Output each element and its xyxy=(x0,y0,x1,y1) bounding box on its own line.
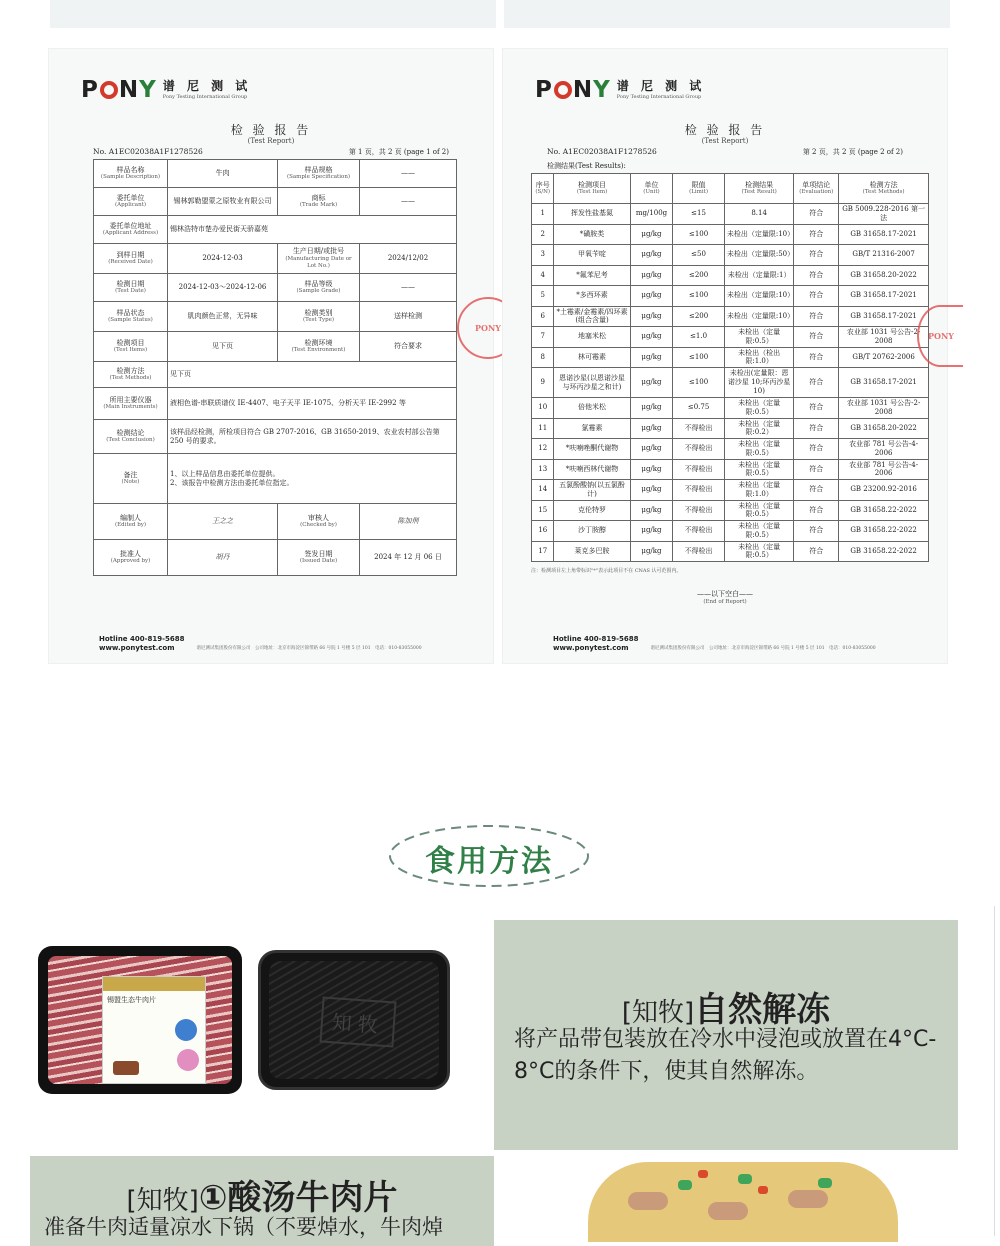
table-cell: 克伦特罗 xyxy=(554,500,630,521)
table-cell: 4 xyxy=(532,265,554,286)
table-cell: 五氯酚酸钠(以五氯酚计) xyxy=(554,480,630,501)
report-footer xyxy=(99,635,453,653)
field-label: 编制人 (Edited by) xyxy=(94,504,168,540)
table-cell: GB 31658.17-2021 xyxy=(839,224,929,245)
page-indicator: 第 1 页，共 2 页 (page 1 of 2) xyxy=(348,148,449,156)
signature-row xyxy=(94,504,457,540)
table-cell: GB 31658.22-2022 xyxy=(839,541,929,562)
table-cell: ≤1.0 xyxy=(673,327,725,348)
table-cell: 未检出（检出限:1.0） xyxy=(724,347,794,368)
table-row xyxy=(532,327,929,348)
brand-en: Pony Testing International Group xyxy=(616,94,702,100)
table-cell: 3 xyxy=(532,245,554,266)
field-value: 送样检测 xyxy=(360,302,457,332)
step-soup-card xyxy=(30,1156,494,1246)
table-cell: 林可霉素 xyxy=(554,347,630,368)
field-label: 商标 (Trade Mark) xyxy=(278,188,360,216)
logo-o-icon xyxy=(100,81,118,99)
table-cell: GB 31658.17-2021 xyxy=(839,306,929,327)
signature-row xyxy=(94,540,457,576)
table-cell: *多西环素 xyxy=(554,286,630,307)
pony-logo xyxy=(81,77,251,103)
report-number: No. A1EC02038A1F1278526 xyxy=(93,147,203,156)
table-cell: 地塞米松 xyxy=(554,327,630,348)
table-cell: 8 xyxy=(532,347,554,368)
table-cell: 2 xyxy=(532,224,554,245)
table-row xyxy=(532,521,929,542)
signature: 2024 年 12 月 06 日 xyxy=(360,540,457,576)
pony-logo xyxy=(535,77,705,103)
table-cell: μg/kg xyxy=(630,286,673,307)
table-cell: 未检出（定量限:50） xyxy=(724,245,794,266)
table-cell: 农业部 1031 号公告-2-2008 xyxy=(839,327,929,348)
table-cell: 未检出（定量限:0.5） xyxy=(724,521,794,542)
table-row xyxy=(532,265,929,286)
table-cell: μg/kg xyxy=(630,327,673,348)
table-cell: GB/T 20762-2006 xyxy=(839,347,929,368)
table-cell: 恩诺沙星(以恩诺沙星与环丙沙星之和计) xyxy=(554,368,630,398)
table-row xyxy=(532,459,929,480)
table-row xyxy=(532,224,929,245)
field-label: 检测日期 (Test Date) xyxy=(94,274,168,302)
table-cell: 农业部 781 号公告-4-2006 xyxy=(839,439,929,460)
info-row xyxy=(94,420,457,454)
field-label: 批准人 (Approved by) xyxy=(94,540,168,576)
table-cell: μg/kg xyxy=(630,245,673,266)
pony-stamp: PONY xyxy=(457,297,519,359)
report-title: 检 验 报 告 xyxy=(230,123,312,137)
website: www.ponytest.com xyxy=(553,643,629,652)
table-cell: ≤0.75 xyxy=(673,398,725,419)
table-cell: 符合 xyxy=(794,265,839,286)
table-cell: μg/kg xyxy=(630,306,673,327)
table-cell: 12 xyxy=(532,439,554,460)
test-report-page-1 xyxy=(48,48,501,664)
page-strip-right xyxy=(504,0,950,28)
step-title: ①酸汤牛肉片 xyxy=(198,1178,398,1218)
table-cell: μg/kg xyxy=(630,398,673,419)
field-value: 该样品经检测，所检项目符合 GB 2707-2016、GB 31650-2019、农业农村部公告第 250 号的要求。 xyxy=(168,420,457,454)
table-cell: 符合 xyxy=(794,306,839,327)
package-label-text: 锡盟生态牛肉片 xyxy=(107,996,156,1004)
table-cell: 符合 xyxy=(794,480,839,501)
table-header-row xyxy=(532,174,929,204)
field-label: 所用主要仪器 (Main Instruments) xyxy=(94,388,168,420)
signature: 胡丹 xyxy=(168,540,278,576)
table-cell: 不得检出 xyxy=(673,480,725,501)
tray-brand-emboss: 知牧 xyxy=(319,996,396,1047)
logo-p: P xyxy=(81,77,99,103)
field-value: 见下页 xyxy=(168,362,457,388)
table-cell: 13 xyxy=(532,459,554,480)
table-cell: 未检出（定量限:0.5） xyxy=(724,500,794,521)
table-row xyxy=(532,398,929,419)
table-cell: GB 31658.22-2022 xyxy=(839,500,929,521)
table-cell: 莱克多巴胺 xyxy=(554,541,630,562)
table-cell: 14 xyxy=(532,480,554,501)
info-row xyxy=(94,302,457,332)
table-cell: 未检出（定量限:0.5） xyxy=(724,459,794,480)
table-cell: μg/kg xyxy=(630,224,673,245)
table-cell: 17 xyxy=(532,541,554,562)
field-value: 肌肉颜色正常，无异味 xyxy=(168,302,278,332)
brand-en: Pony Testing International Group xyxy=(162,94,248,100)
table-cell: 不得检出 xyxy=(673,521,725,542)
info-row xyxy=(94,160,457,188)
info-row xyxy=(94,244,457,274)
table-cell: GB 23200.92-2016 xyxy=(839,480,929,501)
table-cell: 7 xyxy=(532,327,554,348)
field-label: 样品规格 (Sample Specification) xyxy=(278,160,360,188)
table-cell: 未检出（定量限:1.0） xyxy=(724,480,794,501)
field-value: 锡林郭勒盟蒙之原牧业有限公司 xyxy=(168,188,278,216)
hotline: Hotline 400-819-5688 xyxy=(99,634,185,643)
field-value: 液相色谱-串联质谱仪 IE-4407、电子天平 IE-1075、分析天平 IE-2992 等 xyxy=(168,388,457,420)
table-cell: 未检出（定量限:0.5） xyxy=(724,541,794,562)
field-value: 2024/12/02 xyxy=(360,244,457,274)
table-row xyxy=(532,286,929,307)
field-value: 2024-12-03～2024-12-06 xyxy=(168,274,278,302)
report-number: No. A1EC02038A1F1278526 xyxy=(547,147,657,156)
table-cell: 挥发性盐基氮 xyxy=(554,204,630,225)
pink-badge-icon xyxy=(177,1049,199,1071)
package-bottom-image xyxy=(258,950,450,1090)
table-cell: 不得检出 xyxy=(673,459,725,480)
table-row xyxy=(532,245,929,266)
field-value: 1、以上样品信息由委托单位提供。 2、该报告中检测方法由委托单位指定。 xyxy=(168,454,457,504)
table-cell: GB 31658.20-2022 xyxy=(839,418,929,439)
table-cell: ≤15 xyxy=(673,204,725,225)
field-value: —— xyxy=(360,188,457,216)
package-label xyxy=(102,976,206,1084)
table-row xyxy=(532,204,929,225)
page-indicator: 第 2 页，共 2 页 (page 2 of 2) xyxy=(802,148,903,156)
logo-y: Y xyxy=(139,77,157,103)
certification-badge-icon xyxy=(175,1019,197,1041)
table-cell: ≤100 xyxy=(673,224,725,245)
report-info-table xyxy=(93,159,457,576)
table-cell: 6 xyxy=(532,306,554,327)
field-label: 生产日期/或批号 (Manufacturing Date or Lot No.) xyxy=(278,244,360,274)
table-cell: 符合 xyxy=(794,224,839,245)
table-cell: GB 5009.228-2016 第一法 xyxy=(839,204,929,225)
field-label: 委托单位 (Applicant) xyxy=(94,188,168,216)
product-package-image xyxy=(38,946,242,1094)
table-cell: μg/kg xyxy=(630,541,673,562)
table-cell: ≤100 xyxy=(673,368,725,398)
step-description: 将产品带包装放在冷水中浸泡或放置在4°C-8°C的条件下，使其自然解冻。 xyxy=(514,1027,937,1084)
table-cell: 符合 xyxy=(794,327,839,348)
table-cell: 未检出（定量限:0.5） xyxy=(724,327,794,348)
report-notes: 注：检测项目左上角带标识"*"表示此项目不在 CNAS 认可范围内。 xyxy=(531,568,682,574)
table-cell: GB 31658.20-2022 xyxy=(839,265,929,286)
info-row xyxy=(94,332,457,362)
table-cell: 未检出（定量限:1） xyxy=(724,265,794,286)
field-label: 检测结论 (Test Conclusion) xyxy=(94,420,168,454)
step-brand: [知牧] xyxy=(621,998,695,1028)
column-header: 检测项目 (Test Item) xyxy=(554,174,630,204)
info-row xyxy=(94,454,457,504)
table-cell: ≤100 xyxy=(673,286,725,307)
table-cell: 16 xyxy=(532,521,554,542)
table-cell: 未检出（定量限:10） xyxy=(724,306,794,327)
table-cell: *磺胺类 xyxy=(554,224,630,245)
column-header: 检测结果 (Test Result) xyxy=(724,174,794,204)
table-cell: 不得检出 xyxy=(673,439,725,460)
table-cell: 符合 xyxy=(794,245,839,266)
table-cell: *氟苯尼考 xyxy=(554,265,630,286)
field-label: 备注 (Note) xyxy=(94,454,168,504)
table-cell: 符合 xyxy=(794,347,839,368)
table-cell: μg/kg xyxy=(630,459,673,480)
table-cell: 未检出（定量限:10） xyxy=(724,224,794,245)
table-cell: 甲氧苄啶 xyxy=(554,245,630,266)
report-title: 检 验 报 告 xyxy=(684,123,766,137)
table-cell: μg/kg xyxy=(630,265,673,286)
step-brand: [知牧] xyxy=(126,1186,199,1216)
table-cell: ≤100 xyxy=(673,347,725,368)
table-cell: 符合 xyxy=(794,398,839,419)
table-cell: GB 31658.17-2021 xyxy=(839,286,929,307)
table-cell: 符合 xyxy=(794,500,839,521)
table-cell: GB 31658.22-2022 xyxy=(839,521,929,542)
table-cell: 符合 xyxy=(794,439,839,460)
table-cell: ≤200 xyxy=(673,265,725,286)
end-of-report-en: (End of Report) xyxy=(703,599,747,605)
page-edge xyxy=(994,906,1000,1236)
field-label: 样品名称 (Sample Description) xyxy=(94,160,168,188)
table-cell: 未检出(定量限：恩诺沙星 10;环丙沙星 10) xyxy=(724,368,794,398)
table-row xyxy=(532,306,929,327)
info-row xyxy=(94,388,457,420)
table-cell: 未检出（定量限:0.2） xyxy=(724,418,794,439)
table-cell: μg/kg xyxy=(630,500,673,521)
report-footer xyxy=(553,635,907,653)
table-cell: 1 xyxy=(532,204,554,225)
table-cell: μg/kg xyxy=(630,347,673,368)
table-cell: ≤50 xyxy=(673,245,725,266)
table-cell: ≤200 xyxy=(673,306,725,327)
table-cell: 符合 xyxy=(794,286,839,307)
results-label: 检测结果(Test Results): xyxy=(547,162,626,170)
table-cell: 符合 xyxy=(794,459,839,480)
field-label: 签发日期 (Issued Date) xyxy=(278,540,360,576)
table-cell: 未检出（定量限:0.5） xyxy=(724,398,794,419)
table-row xyxy=(532,347,929,368)
table-cell: 符合 xyxy=(794,368,839,398)
field-label: 委托单位地址 (Applicant Address) xyxy=(94,216,168,244)
table-cell: 8.14 xyxy=(724,204,794,225)
table-cell: 氯霉素 xyxy=(554,418,630,439)
field-label: 检测类别 (Test Type) xyxy=(278,302,360,332)
field-label: 检测方法 (Test Methods) xyxy=(94,362,168,388)
info-row xyxy=(94,362,457,388)
field-value: 符合要求 xyxy=(360,332,457,362)
table-cell: μg/kg xyxy=(630,480,673,501)
logo-n: N xyxy=(572,77,594,103)
test-report-page-2 xyxy=(502,48,954,664)
table-cell: 农业部 781 号公告-4-2006 xyxy=(839,459,929,480)
info-row xyxy=(94,216,457,244)
table-cell: 未检出（定量限:0.5） xyxy=(724,439,794,460)
table-row xyxy=(532,368,929,398)
info-row xyxy=(94,188,457,216)
table-cell: μg/kg xyxy=(630,521,673,542)
cow-icon xyxy=(113,1061,139,1075)
table-cell: GB 31658.17-2021 xyxy=(839,368,929,398)
field-value: 见下页 xyxy=(168,332,278,362)
table-row xyxy=(532,480,929,501)
table-cell: GB/T 21316-2007 xyxy=(839,245,929,266)
table-cell: 10 xyxy=(532,398,554,419)
test-results-table xyxy=(531,173,929,562)
table-row xyxy=(532,439,929,460)
table-row xyxy=(532,418,929,439)
field-label: 检测项目 (Test Items) xyxy=(94,332,168,362)
table-cell: 11 xyxy=(532,418,554,439)
field-value: 2024-12-03 xyxy=(168,244,278,274)
report-title-en: (Test Report) xyxy=(701,137,749,145)
table-cell: 农业部 1031 号公告-2-2008 xyxy=(839,398,929,419)
report-title-en: (Test Report) xyxy=(247,137,295,145)
field-value: —— xyxy=(360,160,457,188)
table-cell: *呋喃唑酮代谢物 xyxy=(554,439,630,460)
field-label: 样品状态 (Sample Status) xyxy=(94,302,168,332)
table-cell: 倍他米松 xyxy=(554,398,630,419)
column-header: 限值 (Limit) xyxy=(673,174,725,204)
step-description: 准备牛肉适量凉水下锅（不要焯水，牛肉焯 xyxy=(44,1215,443,1239)
pony-stamp: PONY xyxy=(917,305,963,367)
column-header: 单位 (Unit) xyxy=(630,174,673,204)
signature: 王之之 xyxy=(168,504,278,540)
field-label: 审核人 (Checked by) xyxy=(278,504,360,540)
end-of-report: ——以下空白—— xyxy=(697,590,753,598)
column-header: 检测方法 (Test Methods) xyxy=(839,174,929,204)
table-cell: 5 xyxy=(532,286,554,307)
field-value: —— xyxy=(360,274,457,302)
logo-y: Y xyxy=(593,77,611,103)
table-cell: 符合 xyxy=(794,204,839,225)
table-cell: *呋喃西林代谢物 xyxy=(554,459,630,480)
table-cell: 符合 xyxy=(794,541,839,562)
table-cell: 不得检出 xyxy=(673,541,725,562)
brand-cn: 谱 尼 测 试 xyxy=(162,79,252,93)
step-thaw-card xyxy=(494,920,958,1150)
brand-cn: 谱 尼 测 试 xyxy=(616,79,706,93)
table-cell: μg/kg xyxy=(630,439,673,460)
column-header: 单项结论 (Evaluation) xyxy=(794,174,839,204)
table-cell: mg/100g xyxy=(630,204,673,225)
table-row xyxy=(532,541,929,562)
page-strip-left xyxy=(50,0,496,28)
table-cell: 不得检出 xyxy=(673,500,725,521)
footer-address: 谱尼测试集团股份有限公司 公司地址：北京市海淀区锦带路 66 号院 1 号楼 5 层 101 电话：010-83055000 xyxy=(196,646,422,652)
signature: 陈加荆 xyxy=(360,504,457,540)
field-label: 到样日期 (Received Date) xyxy=(94,244,168,274)
table-cell: μg/kg xyxy=(630,418,673,439)
field-label: 检测环境 (Test Environment) xyxy=(278,332,360,362)
sour-soup-beef-photo xyxy=(588,1162,898,1242)
table-cell: 符合 xyxy=(794,418,839,439)
table-cell: 符合 xyxy=(794,521,839,542)
logo-o-icon xyxy=(554,81,572,99)
column-header: 序号 (S/N) xyxy=(532,174,554,204)
table-cell: 不得检出 xyxy=(673,418,725,439)
usage-title-text: 食用方法 xyxy=(425,844,553,879)
website: www.ponytest.com xyxy=(99,643,175,652)
table-cell: 15 xyxy=(532,500,554,521)
footer-address: 谱尼测试集团股份有限公司 公司地址：北京市海淀区锦带路 66 号院 1 号楼 5 层 101 电话：010-83055000 xyxy=(650,646,876,652)
table-cell: 未检出（定量限:10） xyxy=(724,286,794,307)
logo-p: P xyxy=(535,77,553,103)
logo-n: N xyxy=(118,77,140,103)
table-cell: μg/kg xyxy=(630,368,673,398)
field-value: 锡林浩特市楚办爱民街天骄嘉苑 xyxy=(168,216,457,244)
info-row xyxy=(94,274,457,302)
usage-section-title xyxy=(388,824,590,888)
field-value: 牛肉 xyxy=(168,160,278,188)
table-cell: *土霉素/金霉素/四环素(组合含量) xyxy=(554,306,630,327)
table-row xyxy=(532,500,929,521)
field-label: 样品等级 (Sample Grade) xyxy=(278,274,360,302)
table-cell: 沙丁胺醇 xyxy=(554,521,630,542)
hotline: Hotline 400-819-5688 xyxy=(553,634,639,643)
step-title: 自然解冻 xyxy=(694,990,831,1030)
table-cell: 9 xyxy=(532,368,554,398)
